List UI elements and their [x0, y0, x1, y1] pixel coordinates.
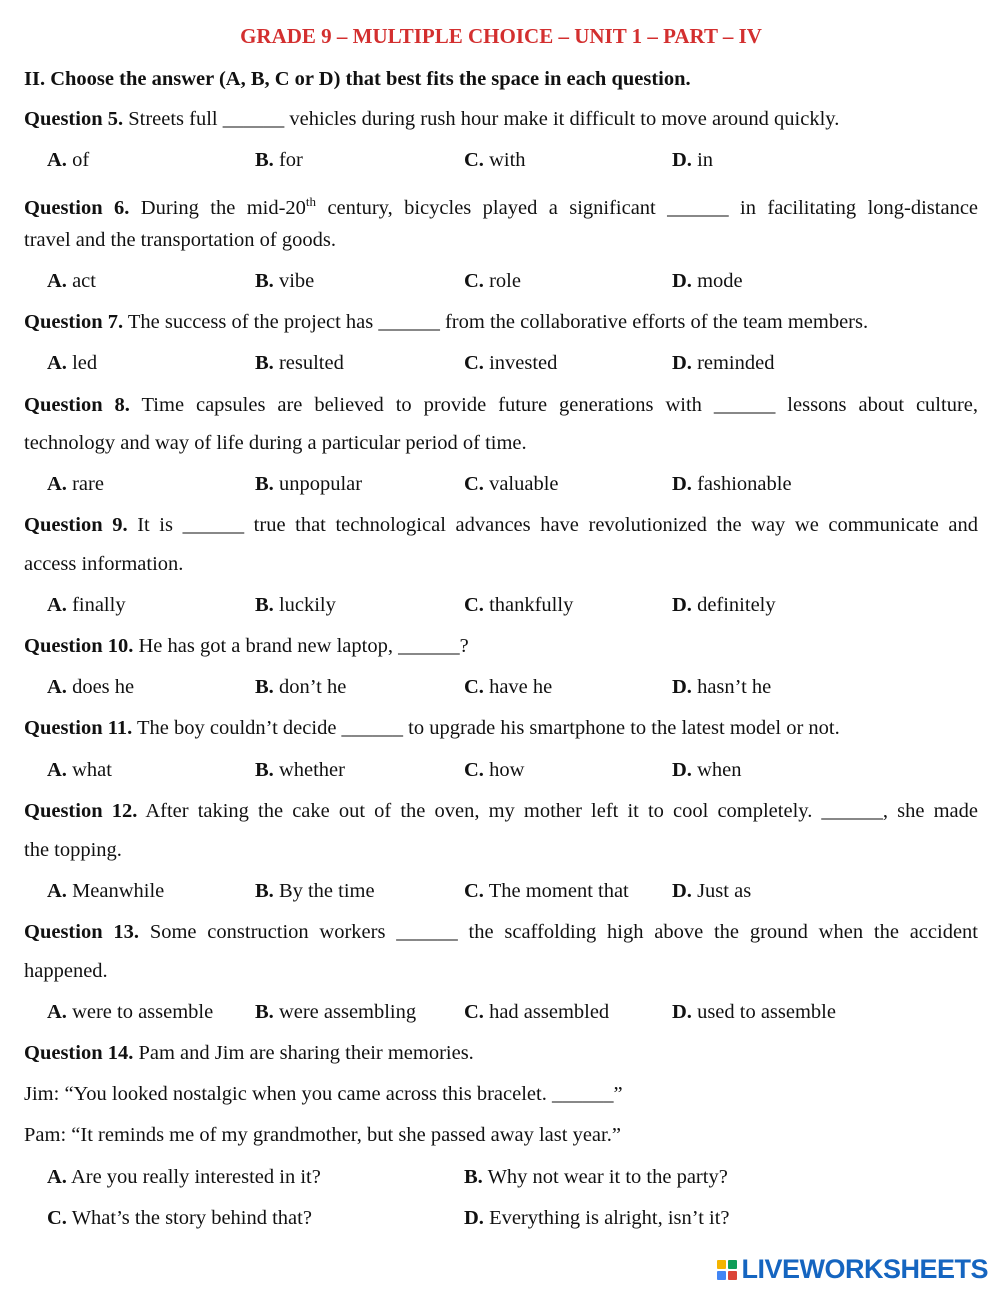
worksheet-title: GRADE 9 – MULTIPLE CHOICE – UNIT 1 – PART – IV — [240, 24, 762, 48]
q13-option-d[interactable]: D. used to assemble — [672, 1001, 836, 1023]
question-10: Question 10. He has got a brand new laptop, ______? — [24, 635, 469, 657]
question-14: Question 14. Pam and Jim are sharing their memories. — [24, 1042, 474, 1064]
question-13-continued: happened. — [24, 960, 108, 982]
q7-option-d[interactable]: D. reminded — [672, 352, 775, 374]
q9-option-c[interactable]: C. thankfully — [464, 594, 574, 616]
q14-option-d[interactable]: D. Everything is alright, isn’t it? — [464, 1207, 730, 1229]
q5-option-c[interactable]: C. with — [464, 149, 526, 171]
q10-option-d[interactable]: D. hasn’t he — [672, 676, 772, 698]
question-8-continued: technology and way of life during a particular period of time. — [24, 432, 527, 454]
question-9-continued: access information. — [24, 553, 184, 575]
q10-option-a[interactable]: A. does he — [47, 676, 135, 698]
q8-option-c[interactable]: C. valuable — [464, 473, 559, 495]
q11-option-d[interactable]: D. when — [672, 759, 742, 781]
question-6: Question 6. During the mid-20th century, bicycles played a significant ______ in facilitating long-distance — [24, 194, 979, 219]
question-11: Question 11. The boy couldn’t decide ______ to upgrade his smartphone to the latest model or not. — [24, 717, 840, 739]
question-9: Question 9. It is ______ true that technological advances have revolutionized the way we communicate and — [24, 514, 979, 536]
q12-option-b[interactable]: B. By the time — [255, 880, 375, 902]
q11-option-c[interactable]: C. how — [464, 759, 525, 781]
q12-option-a[interactable]: A. Meanwhile — [47, 880, 165, 902]
q13-option-b[interactable]: B. were assembling — [255, 1001, 417, 1023]
q12-option-d[interactable]: D. Just as — [672, 880, 752, 902]
q9-option-b[interactable]: B. luckily — [255, 594, 336, 616]
q8-option-d[interactable]: D. fashionable — [672, 473, 792, 495]
q8-option-b[interactable]: B. unpopular — [255, 473, 363, 495]
question-12-continued: the topping. — [24, 839, 122, 861]
question-5: Question 5. Streets full ______ vehicles during rush hour make it difficult to move around quickly. — [24, 108, 840, 130]
q7-option-b[interactable]: B. resulted — [255, 352, 344, 374]
instruction: II. Choose the answer (A, B, C or D) that best fits the space in each question. — [24, 68, 691, 90]
question-7: Question 7. The success of the project has ______ from the collaborative efforts of the team members. — [24, 311, 869, 333]
q11-option-a[interactable]: A. what — [47, 759, 112, 781]
dialogue-line-pam: Pam: “It reminds me of my grandmother, but she passed away last year.” — [24, 1124, 621, 1146]
q14-option-a[interactable]: A. Are you really interested in it? — [47, 1166, 321, 1188]
liveworksheets-logo-text: LIVEWORKSHEETS — [741, 1254, 988, 1284]
q5-option-a[interactable]: A. of — [47, 149, 90, 171]
question-12: Question 12. After taking the cake out of the oven, my mother left it to cool completely. ______, she made — [24, 800, 978, 822]
q7-option-a[interactable]: A. led — [47, 352, 98, 374]
q9-option-d[interactable]: D. definitely — [672, 594, 776, 616]
question-6-continued: travel and the transportation of goods. — [24, 229, 336, 251]
q13-option-c[interactable]: C. had assembled — [464, 1001, 610, 1023]
q11-option-b[interactable]: B. whether — [255, 759, 345, 781]
dialogue-line-jim: Jim: “You looked nostalgic when you came across this bracelet. ______” — [24, 1083, 623, 1105]
q10-option-b[interactable]: B. don’t he — [255, 676, 347, 698]
q6-option-b[interactable]: B. vibe — [255, 270, 315, 292]
q6-option-c[interactable]: C. role — [464, 270, 521, 292]
q12-option-c[interactable]: C. The moment that — [464, 880, 629, 902]
liveworksheets-logo — [717, 1254, 988, 1285]
q6-option-a[interactable]: A. act — [47, 270, 96, 292]
liveworksheets-logo-icon — [717, 1260, 737, 1280]
q5-option-b[interactable]: B. for — [255, 149, 303, 171]
q5-option-d[interactable]: D. in — [672, 149, 714, 171]
question-13: Question 13. Some construction workers ______ the scaffolding high above the ground when the accident — [24, 921, 978, 943]
q10-option-c[interactable]: C. have he — [464, 676, 553, 698]
question-8: Question 8. Time capsules are believed to provide future generations with ______ lessons about culture, — [24, 394, 978, 416]
q13-option-a[interactable]: A. were to assemble — [47, 1001, 214, 1023]
q9-option-a[interactable]: A. finally — [47, 594, 126, 616]
q6-option-d[interactable]: D. mode — [672, 270, 743, 292]
q14-option-c[interactable]: C. What’s the story behind that? — [47, 1207, 312, 1229]
q7-option-c[interactable]: C. invested — [464, 352, 558, 374]
q8-option-a[interactable]: A. rare — [47, 473, 104, 495]
q14-option-b[interactable]: B. Why not wear it to the party? — [464, 1166, 728, 1188]
